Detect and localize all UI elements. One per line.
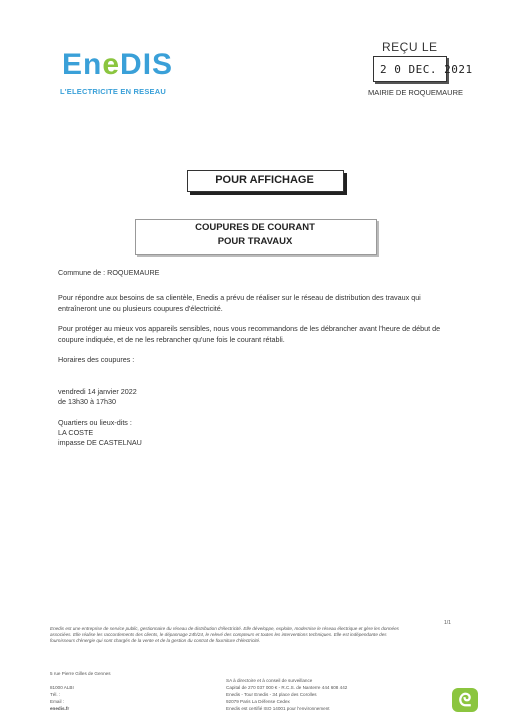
footer-legal-line3: Enedis - Tour Enedis - 34 place des Corolles — [226, 692, 317, 697]
enedis-logo-wordmark — [62, 50, 173, 80]
para2-line1: Pour protéger au mieux vos appareils sensibles, nous vous recommandons de les débrancher avant l'heure de début de — [58, 324, 441, 333]
footer-legal-line5: Enedis est certifié ISO 14001 pour l'environnement — [226, 706, 330, 711]
footer-legal-line2: Capital de 270 037 000 € - R.C.S. de Nanterre 444 608 442 — [226, 685, 348, 690]
para1-line1: Pour répondre aux besoins de sa clientèle, Enedis a prévu de réaliser sur le réseau de distribution des travaux qui — [58, 293, 421, 302]
footer-email: Email : — [50, 699, 65, 704]
footer-legal-line1: SA à directoire et à conseil de surveillance — [226, 678, 313, 683]
para2-line2: coupure indiquée, et de ne les rebrancher qu'une fois le courant rétabli. — [58, 335, 285, 344]
title-line-2: POUR TRAVAUX — [217, 236, 293, 247]
lieu-2: impasse DE CASTELNAU — [58, 438, 142, 447]
commune: Commune de : ROQUEMAURE — [58, 268, 160, 277]
coupure-time: de 13h30 à 17h30 — [58, 397, 116, 406]
coupure-date: vendredi 14 janvier 2022 — [58, 387, 137, 396]
logo-part-2: e — [102, 48, 121, 81]
horaires-label: Horaires des coupures : — [58, 355, 135, 364]
quartiers-label: Quartiers ou lieux-dits : — [58, 418, 132, 427]
footer-address-city: 81000 ALBI — [50, 685, 74, 690]
affichage-heading: POUR AFFICHAGE — [215, 174, 314, 186]
logo-tagline: L'ELECTRICITE EN RESEAU — [60, 87, 166, 96]
footer-website[interactable]: enedis.fr — [50, 706, 70, 711]
footer-about-line3: fournisseurs d'énergie qui sont chargés de la vente et de la gestion du contrat de fourniture d'électricité. — [50, 638, 261, 643]
footer-about-line2: associées. Elle réalise les raccordements des clients, le dépannage 24h/24, le relevé des compteurs et toutes les interventions techniques. Elle est indépendante des — [50, 632, 387, 637]
logo-part-1: En — [62, 48, 103, 81]
stamp-date: 2 0 DEC. 2021 — [380, 63, 473, 76]
stamp-mairie: MAIRIE DE ROQUEMAURE — [368, 88, 464, 97]
page-number: 1/1 — [444, 620, 451, 626]
footer-about-line1: Enedis est une entreprise de service public, gestionnaire du réseau de distribution d'électricité. Elle développe, exploite, modernise le réseau électrique et gère les données — [50, 626, 399, 631]
title-line-1: COUPURES DE COURANT — [195, 222, 315, 233]
footer-address-street: 5 rue Pierre Gilles de Gennes — [50, 671, 111, 676]
enedis-e-symbol-icon: ᘓ — [458, 690, 472, 710]
stamp-received-label: REÇU LE — [382, 40, 438, 54]
footer-tel: Tél. : — [50, 692, 61, 697]
para1-line2: entraîneront une ou plusieurs coupures d'électricité. — [58, 304, 223, 313]
logo-part-3: DIS — [120, 48, 174, 81]
lieu-1: LA COSTE — [58, 428, 94, 437]
footer-legal-line4: 92079 Paris La Défense Cedex — [226, 699, 290, 704]
